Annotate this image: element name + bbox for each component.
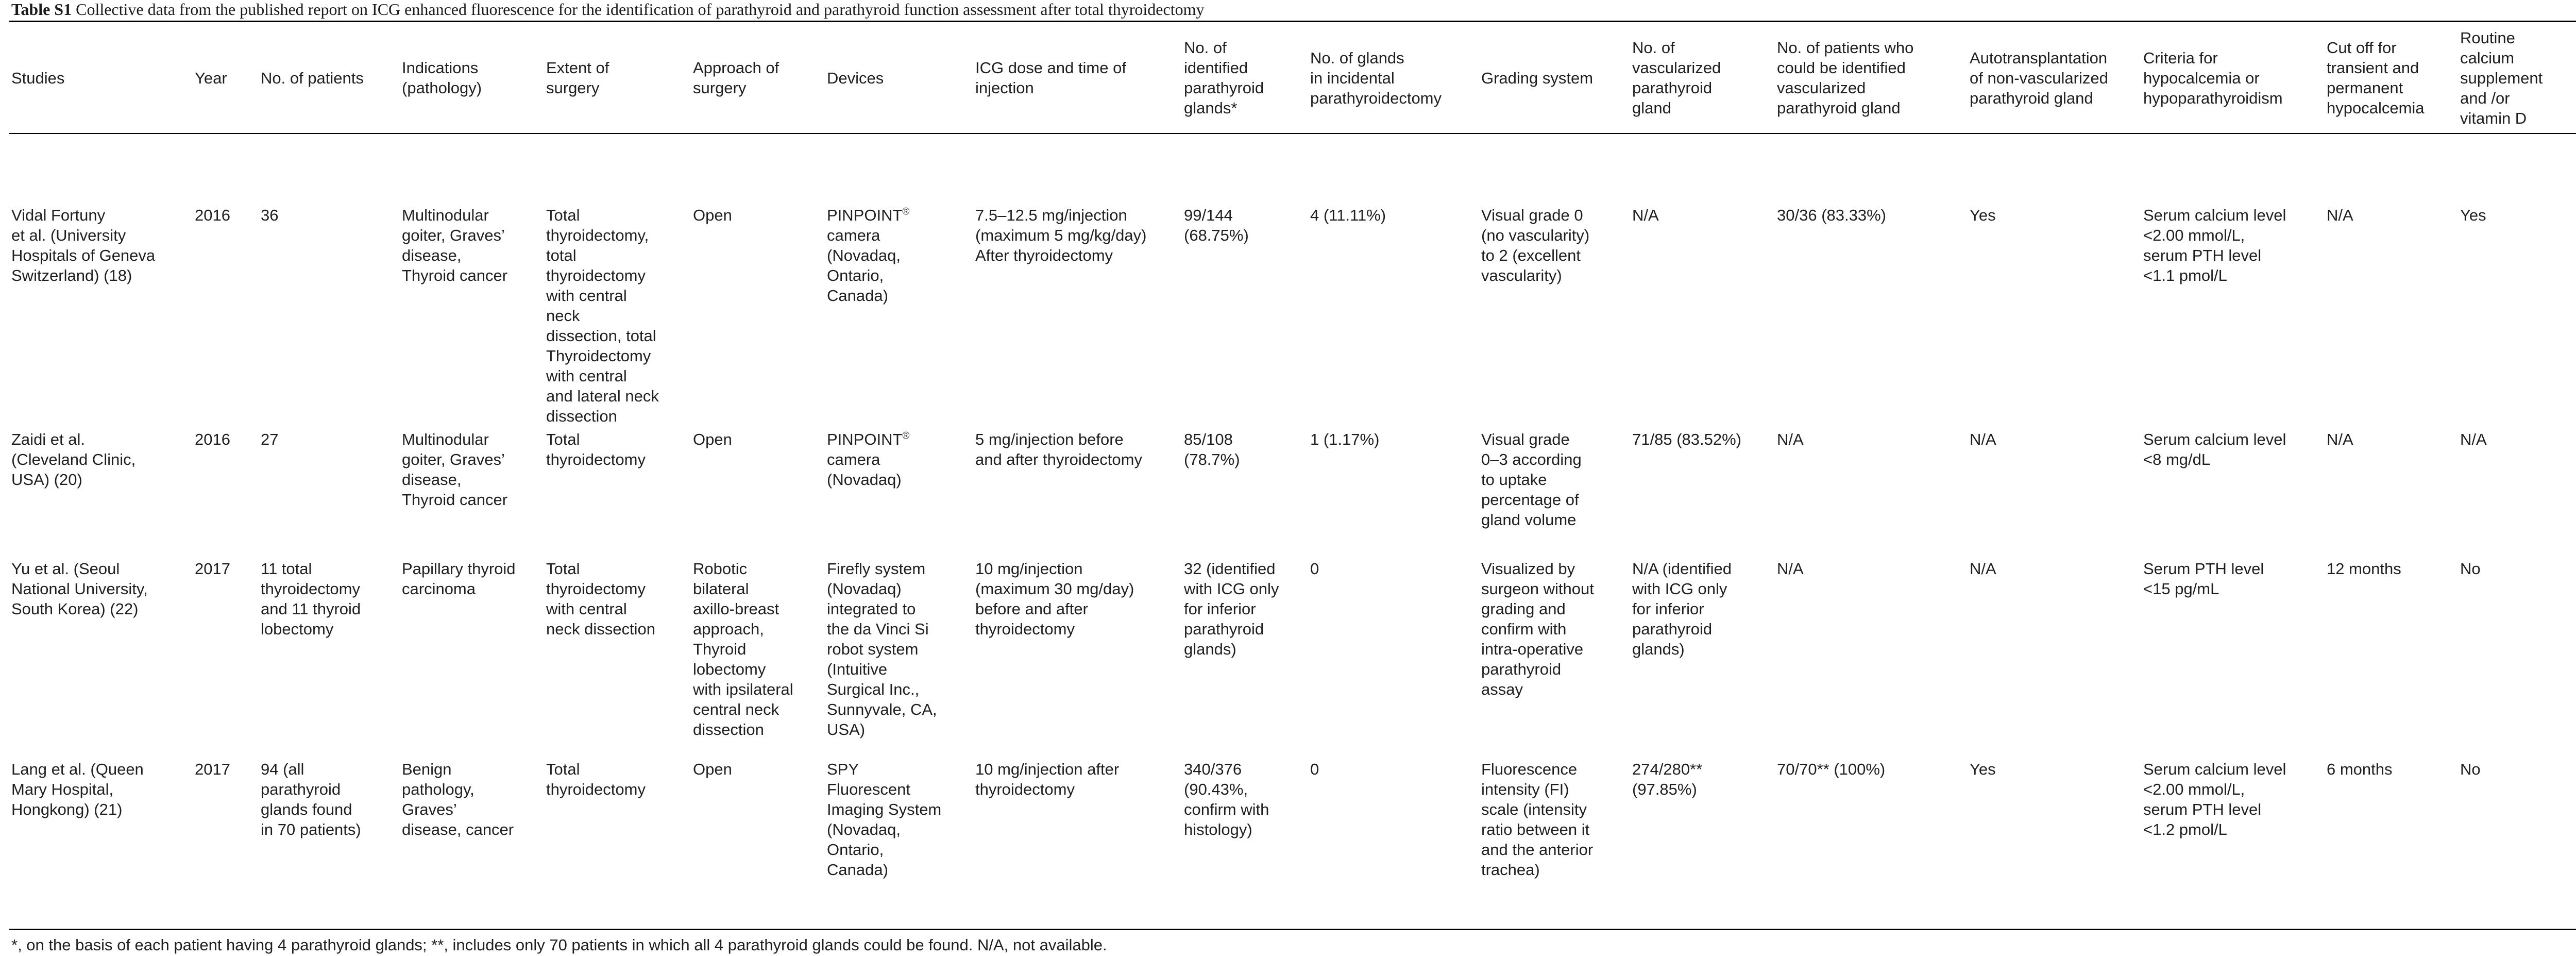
cell-hypocalcemia-criteria: Serum calcium level <2.00 mmol/L, serum PTH level <1.1 pmol/L bbox=[2143, 206, 2286, 284]
cell-cutoff: 6 months bbox=[2327, 760, 2393, 778]
cell-grading-system: Visual grade 0 (no vascularity) to 2 (excellent vascularity) bbox=[1481, 206, 1590, 284]
cell-no-of-patients: 36 bbox=[261, 206, 279, 224]
cell-calcium-supplement: Yes bbox=[2460, 206, 2486, 224]
cell-cutoff: 12 months bbox=[2327, 560, 2401, 578]
cell-vascularized-gland: N/A (identified with ICG only for inferior parathyroid glands) bbox=[1632, 560, 1732, 658]
cell-incidental-parathyroidectomy: 0 bbox=[1310, 760, 1319, 778]
cell-identified-glands: 32 (identified with ICG only for inferior parathyroid glands) bbox=[1184, 560, 1279, 658]
cell-identified-glands: 99/144 (68.75%) bbox=[1184, 206, 1249, 244]
cell-calcium-supplement: No bbox=[2460, 560, 2481, 578]
cell-approach-of-surgery: Open bbox=[693, 206, 732, 224]
cell-icg-dose: 7.5–12.5 mg/injection (maximum 5 mg/kg/day) After thyroidectomy bbox=[975, 206, 1147, 264]
cell-studies: Vidal Fortuny et al. (University Hospitals of Geneva Switzerland) (18) bbox=[11, 206, 156, 284]
header-hypocalcemia-criteria: Criteria for hypocalcemia or hypoparathyroidism bbox=[2143, 48, 2283, 107]
cell-indications: Multinodular goiter, Graves’ disease, Thyroid cancer bbox=[402, 430, 508, 509]
header-studies: Studies bbox=[11, 69, 65, 87]
cell-devices: PINPOINT® camera (Novadaq) bbox=[827, 430, 910, 489]
header-autotransplantation: Autotransplantation of non-vascularized parathyroid gland bbox=[1970, 48, 2108, 107]
cell-hypocalcemia-criteria: Serum calcium level <2.00 mmol/L, serum PTH level <1.2 pmol/L bbox=[2143, 760, 2286, 838]
header-identified-vascularized: No. of patients who could be identified vascularized parathyroid gland bbox=[1777, 39, 1914, 117]
cell-extent-of-surgery: Total thyroidectomy with central neck dissection bbox=[546, 560, 655, 638]
cell-indications: Papillary thyroid carcinoma bbox=[402, 560, 516, 598]
header-rule bbox=[9, 133, 2576, 134]
cell-extent-of-surgery: Total thyroidectomy bbox=[546, 430, 646, 468]
bottom-rule bbox=[9, 929, 2576, 930]
cell-calcium-supplement: N/A bbox=[2460, 430, 2487, 448]
cell-vascularized-gland: 274/280** (97.85%) bbox=[1632, 760, 1703, 798]
cell-extent-of-surgery: Total thyroidectomy bbox=[546, 760, 646, 798]
cell-no-of-patients: 94 (all parathyroid glands found in 70 patients) bbox=[261, 760, 361, 838]
header-incidental-parathyroidectomy: No. of glands in incidental parathyroidectomy bbox=[1310, 48, 1442, 107]
cell-indications: Benign pathology, Graves’ disease, cancer bbox=[402, 760, 514, 838]
cell-identified-vascularized: 30/36 (83.33%) bbox=[1777, 206, 1886, 224]
cell-autotransplantation: N/A bbox=[1970, 560, 1996, 578]
cell-autotransplantation: Yes bbox=[1970, 760, 1996, 778]
cell-incidental-parathyroidectomy: 1 (1.17%) bbox=[1310, 430, 1380, 448]
cell-indications: Multinodular goiter, Graves’ disease, Thyroid cancer bbox=[402, 206, 508, 284]
cell-grading-system: Visualized by surgeon without grading and confirm with intra-operative parathyroid assay bbox=[1481, 560, 1594, 698]
cell-icg-dose: 10 mg/injection after thyroidectomy bbox=[975, 760, 1120, 798]
cell-no-of-patients: 27 bbox=[261, 430, 279, 448]
caption-text: Collective data from the published report on ICG enhanced fluorescence for the identification of parathyroid and parathyroid function assessment after total thyroidectomy bbox=[76, 0, 1205, 19]
cell-studies: Lang et al. (Queen Mary Hospital, Hongkong) (21) bbox=[11, 760, 144, 818]
header-icg-dose: ICG dose and time of injection bbox=[975, 59, 1126, 97]
table-caption bbox=[11, 0, 2576, 19]
header-identified-glands: No. of identified parathyroid glands* bbox=[1184, 39, 1264, 117]
cell-vascularized-gland: 71/85 (83.52%) bbox=[1632, 430, 1741, 448]
cell-cutoff: N/A bbox=[2327, 206, 2353, 224]
cell-identified-vascularized: N/A bbox=[1777, 430, 1804, 448]
cell-grading-system: Visual grade 0–3 according to uptake percentage of gland volume bbox=[1481, 430, 1582, 529]
cell-grading-system: Fluorescence intensity (FI) scale (intensity ratio between it and the anterior trachea) bbox=[1481, 760, 1594, 879]
header-calcium-supplement: Routine calcium supplement and /or vitamin D bbox=[2460, 28, 2543, 127]
cell-calcium-supplement: No bbox=[2460, 760, 2481, 778]
header-year: Year bbox=[195, 69, 227, 87]
cell-year: 2017 bbox=[195, 760, 230, 778]
header-cutoff: Cut off for transient and permanent hypocalcemia bbox=[2327, 39, 2425, 117]
cell-approach-of-surgery: Open bbox=[693, 430, 732, 448]
cell-identified-vascularized: N/A bbox=[1777, 560, 1804, 578]
cell-autotransplantation: Yes bbox=[1970, 206, 1996, 224]
cell-year: 2017 bbox=[195, 560, 230, 578]
cell-no-of-patients: 11 total thyroidectomy and 11 thyroid lobectomy bbox=[261, 560, 361, 638]
cell-hypocalcemia-criteria: Serum PTH level <15 pg/mL bbox=[2143, 560, 2264, 598]
cell-extent-of-surgery: Total thyroidectomy, total thyroidectomy with central neck dissection, total Thyroidectomy with central and lateral neck dissection bbox=[546, 206, 659, 425]
cell-incidental-parathyroidectomy: 4 (11.11%) bbox=[1310, 206, 1386, 224]
header-grading-system: Grading system bbox=[1481, 69, 1594, 87]
header-vascularized-gland: No. of vascularized parathyroid gland bbox=[1632, 39, 1721, 117]
header-extent-of-surgery: Extent of surgery bbox=[546, 59, 609, 97]
table-footnote: *, on the basis of each patient having 4 parathyroid glands; **, includes only 70 patients in which all 4 parathyroid glands could be found. N/A, not available. bbox=[11, 936, 1107, 954]
cell-vascularized-gland: N/A bbox=[1632, 206, 1659, 224]
cell-identified-vascularized: 70/70** (100%) bbox=[1777, 760, 1886, 778]
cell-autotransplantation: N/A bbox=[1970, 430, 1996, 448]
header-no-of-patients: No. of patients bbox=[261, 69, 364, 87]
cell-identified-glands: 340/376 (90.43%, confirm with histology) bbox=[1184, 760, 1269, 838]
header-indications: Indications (pathology) bbox=[402, 59, 482, 97]
cell-devices: PINPOINT® camera (Novadaq, Ontario, Canada) bbox=[827, 206, 910, 305]
cell-approach-of-surgery: Robotic bilateral axillo-breast approach, Thyroid lobectomy with ipsilateral central neck dissection bbox=[693, 560, 793, 739]
cell-year: 2016 bbox=[195, 430, 230, 448]
cell-hypocalcemia-criteria: Serum calcium level <8 mg/dL bbox=[2143, 430, 2286, 468]
header-approach-of-surgery: Approach of surgery bbox=[693, 59, 779, 97]
caption-label: Table S1 bbox=[11, 0, 72, 19]
cell-identified-glands: 85/108 (78.7%) bbox=[1184, 430, 1240, 468]
cell-icg-dose: 5 mg/injection before and after thyroidectomy bbox=[975, 430, 1142, 468]
top-rule bbox=[9, 21, 2576, 22]
cell-studies: Zaidi et al. (Cleveland Clinic, USA) (20) bbox=[11, 430, 136, 489]
cell-incidental-parathyroidectomy: 0 bbox=[1310, 560, 1319, 578]
cell-devices: Firefly system (Novadaq) integrated to the da Vinci Si robot system (Intuitive Surgical Inc., Sunnyvale, CA, USA) bbox=[827, 560, 937, 739]
cell-year: 2016 bbox=[195, 206, 230, 224]
cell-icg-dose: 10 mg/injection (maximum 30 mg/day) before and after thyroidectomy bbox=[975, 560, 1134, 638]
header-devices: Devices bbox=[827, 69, 884, 87]
cell-approach-of-surgery: Open bbox=[693, 760, 732, 778]
cell-devices: SPY Fluorescent Imaging System (Novadaq, Ontario, Canada) bbox=[827, 760, 942, 879]
cell-studies: Yu et al. (Seoul National University, South Korea) (22) bbox=[11, 560, 148, 618]
cell-cutoff: N/A bbox=[2327, 430, 2353, 448]
